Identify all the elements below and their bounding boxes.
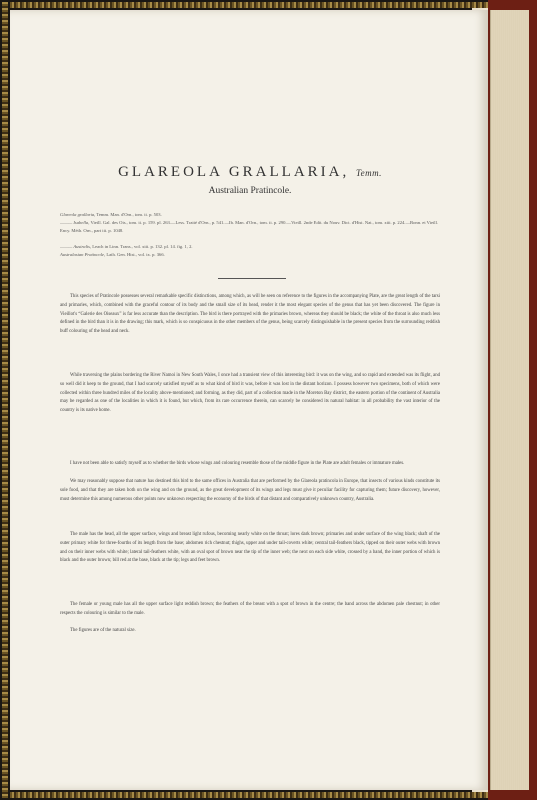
section-divider	[218, 278, 286, 279]
plate-title-author: Temm.	[355, 168, 382, 178]
gilt-border-top	[10, 2, 488, 8]
gilt-border-left	[2, 2, 8, 798]
synonym-text: Lath. Gen. Hist., vol. ix. p. 366.	[106, 252, 165, 257]
synonym-text: Leach in Linn. Trans., vol. xiii. p. 132. pl. 14. fig. 1, 2.	[92, 244, 193, 249]
body-paragraph: I have not been able to satisfy myself as to whether the birds whose wings and colouring resemble those of the middle figure in the Plate are adult females or immature males.	[70, 461, 405, 466]
body-paragraph: We may reasonably suppose that nature has destined this bird to the same offices in Australia that are performed by the Glareola pratincola in Europe, that insects of various kinds constitute its sole food, and that they are taken both on the wing and on the ground, as the great development of its wings and legs must give it peculiar facility for capturing them; future discovery, however, must determine this among numerous other points now unknown respecting the economy of the birds of that distant and comparatively unknown country, Australia.	[60, 479, 440, 502]
synonym-entry	[60, 243, 440, 251]
body-paragraph: The figures are of the natural size.	[70, 628, 136, 633]
synonym-text: Vieill. Gal. des Ois., tom. ii. p. 159. pl. 263.—Less. Traité d'Orn., p. 541.—Ib. Man. d'Orn., tom. ii. p. 290.—Vieill. 2nde Edit. du Nouv. Dict. d'Hist. Nat., tom. xiii. p. 224.—Bonn. et Vieill. Ency. Méth. Orn., part iii. p. 1048.	[60, 220, 439, 233]
body-paragraph: The male has the head, all the upper surface, wings and breast light rufous, becoming nearly white on the throat; lores dark brown; primaries and under surface of the wing black; shaft of the outer primary white for three-fourths of its length from the base; abdomen rich chestnut; thighs, upper and under tail-coverts white; central tail-feathers black, tipped on their outer webs with brown and on their inner webs with white; lateral tail-feathers white, with an oval spot of brown near the tip of the inner web; the next on each side white, crossed by a band, the inner portion of which is black and the outer brown; bill red at the base, black at the tip; legs and feet brown.	[60, 532, 440, 564]
body-paragraph: The female or young male has all the upper surface light reddish brown; the feathers of the breast with a spot of brown in the centre; the band across the abdomen pale chestnut; in other respects the colouring is similar to the male.	[60, 602, 440, 616]
synonym-name: ——— Isabella,	[60, 220, 90, 225]
synonym-name: Australasian Pratincole,	[60, 252, 106, 257]
synonym-entry	[60, 219, 440, 234]
synonym-name: Glareola grallaria,	[60, 212, 96, 217]
plate-title	[60, 164, 440, 181]
page-block-edges	[490, 10, 529, 790]
synonym-entry	[60, 251, 440, 259]
body-paragraph: While traversing the plains bordering the River Namoi in New South Wales, I once had a transient view of this interesting bird: it was on the wing, and so rapid and extended was its flight, and so well did it keep to the ground, that I had scarcely satisfied myself as to what kind of bird it was, before it was lost in the distant horizon. I possess however two specimens, both of which were collected within three hundred miles of the locality above-mentioned; and forming, as they did, part of a collection made in the Moreton Bay district, the eastern portion of the continent of Australia may be regarded as one of the localities in which it is found, but which, from its rare occurrence therein, can scarcely be considered its natural habitat: in all probability the vast interior of the country is its native home.	[60, 373, 440, 414]
synonym-text: Temm. Man. d'Orn., tom. ii. p. 503.	[96, 212, 162, 217]
synonym-entry	[60, 211, 440, 219]
body-paragraph: This species of Pratincole possesses several remarkable specific distinctions, among which, as will be seen on reference to the figures in the accompanying Plate, are the great length of the tarsi and primaries, which, combined with the graceful contour of its body and the small size of its head, render it the most elegant species of the genus that has yet been discovered. The figure in Vieillot's “Galerie des Oiseaux” is far less accurate than the description. The bird is there portrayed with the primaries brown, whereas they should be black; the white of the throat is also much less defined in the bird than it is in the drawing; this mark, which is so conspicuous in the other members of the genus, being scarcely distinguishable in the present species from the surrounding reddish buff colouring of the head and neck.	[60, 294, 440, 335]
plate-title-main: GLAREOLA GRALLARIA,	[118, 164, 350, 180]
synonym-name: ——— Australis,	[60, 244, 92, 249]
gilt-border-bottom	[10, 792, 488, 798]
plate-subtitle: Australian Pratincole.	[208, 186, 292, 196]
